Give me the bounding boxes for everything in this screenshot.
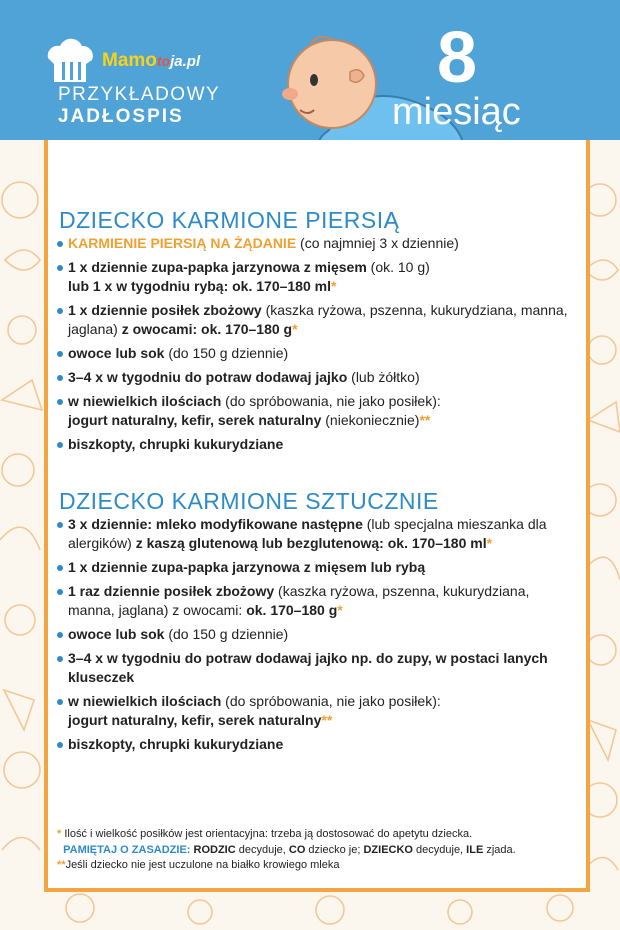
list-item: owoce lub sok (do 150 g dziennie) (55, 344, 570, 363)
month-label: miesiąc (392, 91, 521, 133)
header-banner (0, 0, 620, 140)
section-title-breastfed: DZIECKO KARMIONE PIERSIĄ (59, 207, 400, 233)
month-number: 8 (436, 18, 478, 98)
footnote-1: * Ilość i wielkość posiłków jest orientacyjna: trzeba ją dostosować do apetytu dziecka. (57, 828, 473, 840)
section-title-formula-fed: DZIECKO KARMIONE SZTUCZNIE (59, 488, 439, 514)
brand-part-2: to (156, 53, 171, 69)
list-item: 1 x dziennie zupa-papka jarzynowa z mięsem lub rybą (55, 558, 570, 577)
list-item: 3 x dziennie: mleko modyfikowane następne (lub specjalna mieszanka dla alergików) z kaszą glutenową lub bezglutenową: ok. 170–180 ml* (55, 515, 570, 553)
footnote-2: **Jeśli dziecko nie jest uczulone na białko krowiego mleka (57, 859, 340, 871)
footnotes (57, 827, 577, 874)
list-item: KARMIENIE PIERSIĄ NA ŻĄDANIE (co najmniej 3 x dziennie) (55, 234, 570, 253)
list-item: 1 x dziennie zupa-papka jarzynowa z mięsem (ok. 10 g) lub 1 x w tygodniu rybą: ok. 170–180 ml* (55, 258, 570, 296)
brand-part-3: ja.pl (170, 53, 201, 70)
list-item: biszkopty, chrupki kukurydziane (55, 735, 570, 754)
list-item: w niewielkich ilościach (do spróbowania, nie jako posiłek): jogurt naturalny, kefir, serek naturalny (niekoniecznie)** (55, 392, 570, 430)
breastfed-items-list (55, 234, 570, 459)
subtitle-line-1: PRZYKŁADOWY (58, 84, 221, 105)
brand-part-1: Mamo (102, 50, 157, 71)
list-item: 1 x dziennie posiłek zbożowy (kaszka ryżowa, pszenna, kukurydziana, manna, jaglana) z owocami: ok. 170–180 g* (55, 301, 570, 339)
list-item: owoce lub sok (do 150 g dziennie) (55, 625, 570, 644)
footnote-rule: PAMIĘTAJ O ZASADZIE: RODZIC decyduje, CO dziecko je; DZIECKO decyduje, ILE zjada. (63, 843, 516, 856)
list-item: 3–4 x w tygodniu do potraw dodawaj jajko np. do zupy, w postaci lanych kluseczek (55, 649, 570, 687)
brand-name (102, 50, 200, 72)
subtitle-line-2: JADŁOSPIS (58, 106, 184, 127)
formula-fed-items-list (55, 515, 570, 759)
logo (40, 38, 240, 128)
chef-hat-utensils-icon (40, 38, 100, 88)
list-item: w niewielkich ilościach (do spróbowania, nie jako posiłek): jogurt naturalny, kefir, serek naturalny** (55, 692, 570, 730)
list-item: 3–4 x w tygodniu do potraw dodawaj jajko (lub żółtko) (55, 368, 570, 387)
list-item: biszkopty, chrupki kukurydziane (55, 435, 570, 454)
list-item: 1 raz dziennie posiłek zbożowy (kaszka ryżowa, pszenna, kukurydziana, manna, jaglana) z owocami: ok. 170–180 g* (55, 582, 570, 620)
